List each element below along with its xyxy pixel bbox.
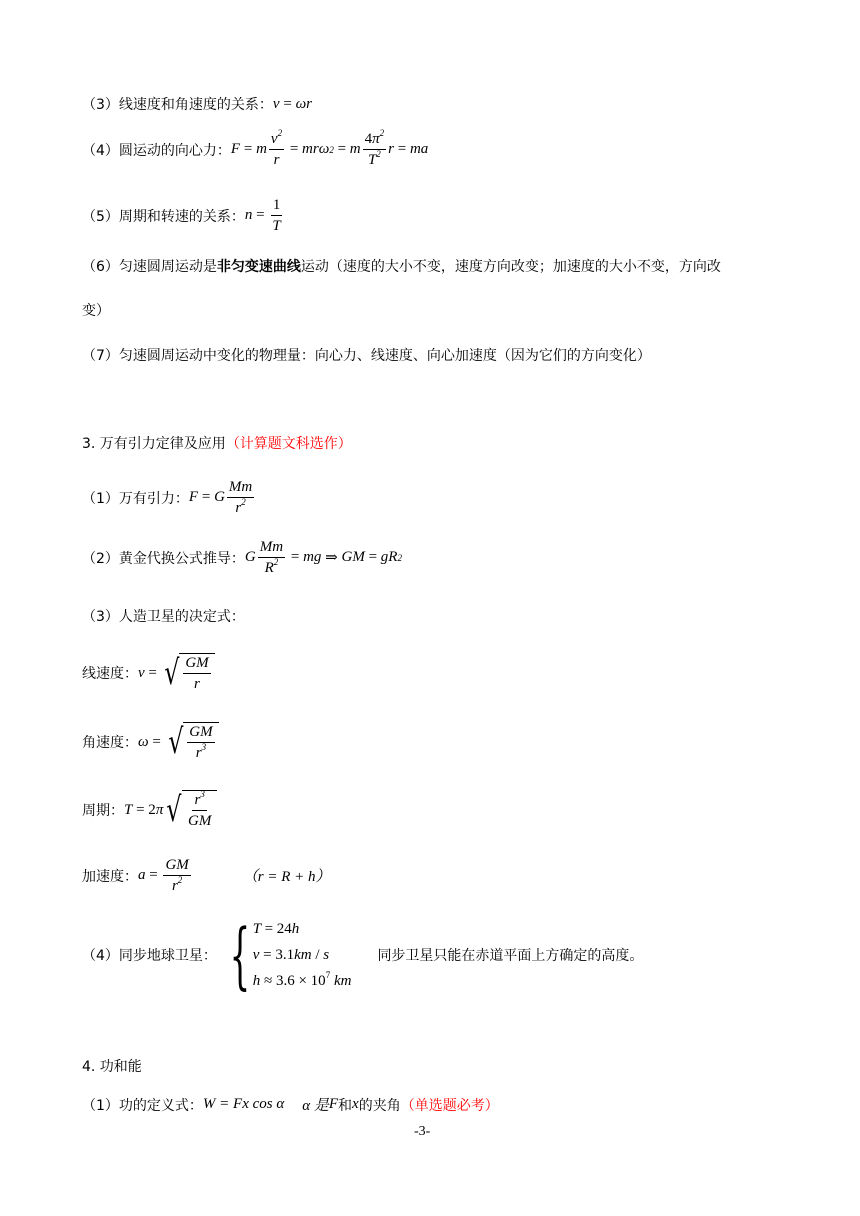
line-6-text-b: 运动（速度的大小不变，速度方向改变；加速度的大小不变，方向改 [300, 259, 721, 275]
formula-golden-substitution: G $\frac{Mm}{R^2}$ = mg ⇒ GM = gR 2 [244, 539, 402, 576]
gravity-4-label: （4）同步地球卫星： [82, 948, 217, 964]
formula-sat-accel: a = $\frac{GM}{r^2}$ [138, 857, 189, 894]
line-6-text-a: （6）匀速圆周运动是 [82, 259, 217, 275]
sat-accel-note: （r = R + h） [242, 869, 331, 885]
gravity-3 [82, 606, 245, 626]
work-note-alpha: α 是 [302, 1098, 329, 1114]
gravity-2 [82, 538, 402, 577]
sat-period [82, 790, 217, 830]
sat-angular-label: 角速度： [82, 735, 138, 751]
gravity-4-note: 同步卫星只能在赤道平面上方确定的高度。 [377, 948, 644, 964]
sync-satellite-system: T = 24h v = 3.1km / s $h \approx 3.6 \times 10^7$ km [252, 921, 352, 989]
sat-period-label: 周期： [82, 803, 124, 819]
line-3 [82, 94, 312, 114]
line-7-text: （7）匀速圆周运动中变化的物理量：向心力、线速度、向心加速度（因为它们的方向变化） [82, 348, 651, 364]
line-5 [82, 196, 285, 235]
line-6 [82, 256, 721, 276]
section-3-note: （计算题文科选作） [225, 436, 352, 452]
sat-velocity [82, 653, 215, 693]
formula-centripetal-force: F = m $\frac{v^2}{r}$ = mrω 2 = m $\frac{4\pi^2}{T^2}$ r = ma [230, 128, 429, 168]
work-1 [82, 1094, 499, 1115]
section-4-heading [82, 1056, 142, 1076]
formula-sat-angular: ω = √ $\frac{GM}{r^3}$ [138, 722, 219, 762]
formula-work: W = Fx cos α [202, 1096, 285, 1112]
section-4-title: 4. 功和能 [82, 1059, 142, 1075]
sat-angular [82, 722, 219, 762]
formula-sat-velocity: v = √ $\frac{GM}{r}$ [138, 653, 215, 693]
gravity-3-label: （3）人造卫星的决定式： [82, 609, 245, 625]
formula-period-rotation: n = $\frac{1}{T}$ [244, 197, 281, 234]
work-note-and: 和 [338, 1097, 353, 1114]
formula-gravitation: F = G $\frac{Mm}{r^2}$ [188, 479, 253, 516]
work-note-angle: 的夹角 [358, 1097, 401, 1114]
line-6-cont [82, 300, 110, 320]
work-1-label: （1）功的定义式： [82, 1097, 203, 1114]
line-4-label: （4）圆运动的向心力： [82, 142, 231, 159]
page-number: -3- [414, 1124, 431, 1139]
line-3-label: （3）线速度和角速度的关系： [82, 97, 273, 113]
section-3-title: 3. 万有引力定律及应用 [82, 436, 226, 452]
formula-sat-period: T = 2 π √ $\frac{r^3}{GM}$ [124, 790, 217, 830]
gravity-4 [82, 913, 644, 997]
sat-accel [82, 856, 331, 895]
work-note-x: x [352, 1096, 359, 1112]
formula-v-omega-r: v = ωr [272, 95, 312, 112]
section-3-heading [82, 433, 352, 453]
gravity-1 [82, 478, 256, 517]
work-note-required: （单选题必考） [400, 1097, 499, 1114]
line-4 [82, 130, 428, 169]
line-5-label: （5）周期和转速的关系： [82, 208, 245, 225]
work-note-f: F [328, 1096, 339, 1112]
sat-accel-label: 加速度： [82, 868, 138, 885]
sat-velocity-label: 线速度： [82, 666, 138, 682]
line-7 [82, 345, 651, 365]
gravity-1-label: （1）万有引力： [82, 490, 189, 507]
brace-symbol: { [229, 913, 251, 997]
line-6-text-c: 变） [82, 303, 110, 319]
line-6-bold: 非匀变速曲线 [216, 259, 301, 275]
gravity-2-label: （2）黄金代换公式推导： [82, 550, 245, 567]
